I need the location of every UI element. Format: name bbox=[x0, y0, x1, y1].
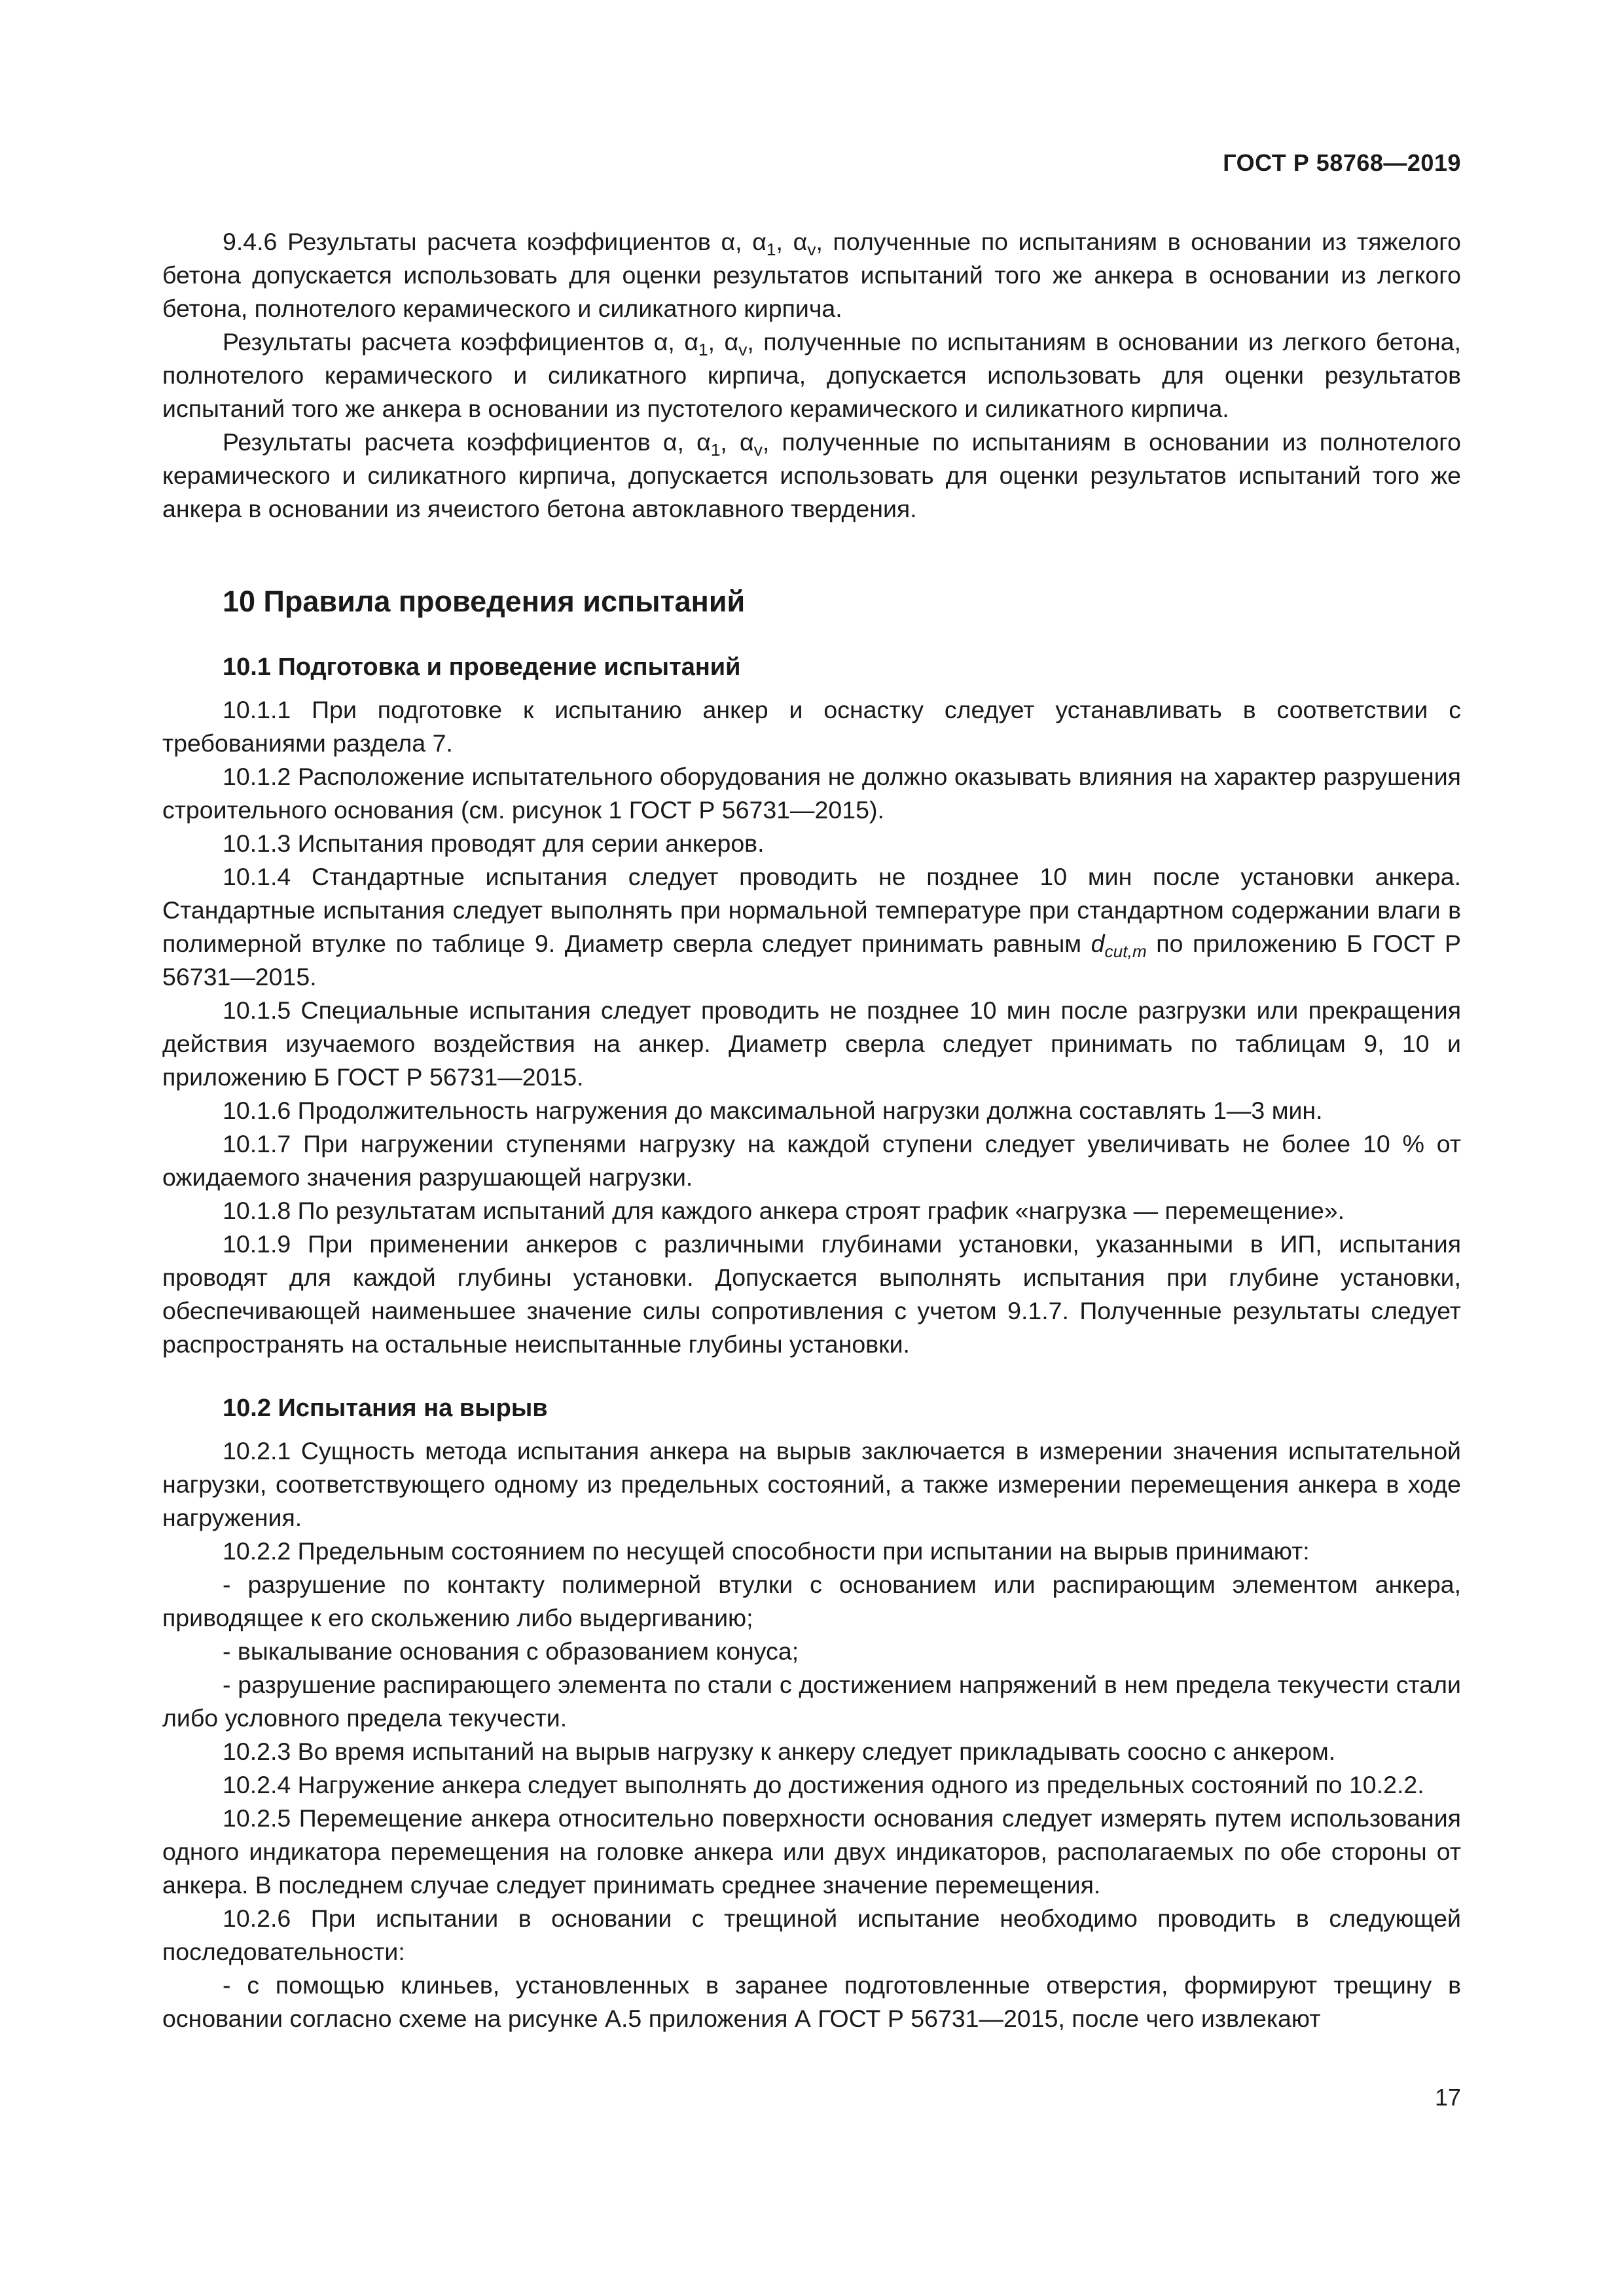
paragraph-10-2-3: 10.2.3 Во время испытаний на вырыв нагрузку к анкеру следует прикладывать соосно с анкером. bbox=[223, 1738, 1336, 1765]
paragraph-10-2-1: 10.2.1 Сущность метода испытания анкера на вырыв заключается в измерении значения испытательной нагрузки, соответствующего одному из предельных состояний, а также измерении перемещения анкера в ходе нагружения. bbox=[162, 1437, 1461, 1531]
paragraph-10-2-4: 10.2.4 Нагружение анкера следует выполнять до достижения одного из предельных состояний по 10.2.2. bbox=[223, 1771, 1424, 1798]
list-item-cone: - выкалывание основания с образованием конуса; bbox=[223, 1637, 799, 1665]
paragraph-10-1-9: 10.1.9 При применении анкеров с различными глубинами установки, указанными в ИП, испытания проводят для каждой глубины установки. Допускается выполнять испытания при глубине установки, обеспечивающей наименьшее значение силы сопротивления с учетом 9.1.7. Полученные результаты следует распространять на остальные неиспытанные глубины установки. bbox=[162, 1230, 1461, 1358]
list-item-crack: - с помощью клиньев, установленных в заранее подготовленные отверстия, формируют трещину в основании согласно схеме на рисунке А.5 приложения А ГОСТ Р 56731—2015, после чего извлекают bbox=[162, 1971, 1461, 2032]
paragraph-10-1-8: 10.1.8 По результатам испытаний для каждого анкера строят график «нагрузка — перемещение». bbox=[223, 1197, 1345, 1224]
paragraph-10-2-2: 10.2.2 Предельным состоянием по несущей способности при испытании на вырыв принимают: bbox=[223, 1537, 1310, 1565]
section-10-2-heading: 10.2 Испытания на вырыв bbox=[223, 1394, 548, 1422]
paragraph-results-2: Результаты расчета коэффициентов α, $\alpha_1$, $\alpha_v$, полученные по испытаниям в основании из легкого бетона, полнотелого керамического и силикатного кирпича, допускается использовать для оценки результатов испытаний того же анкера в основании из пустотелого керамического и силикатного кирпича. bbox=[162, 328, 1462, 422]
paragraph-results-3: Результаты расчета коэффициентов α, $\alpha_1$, $\alpha_v$, полученные по испытаниям в основании из полнотелого керамического и силикатного кирпича, допускается использовать для оценки результатов испытаний того же анкера в основании из ячеистого бетона автоклавного твердения. bbox=[162, 428, 1461, 522]
paragraph-10-1-3: 10.1.3 Испытания проводят для серии анкеров. bbox=[223, 829, 765, 857]
page-number: 17 bbox=[1434, 2084, 1461, 2111]
paragraph-10-2-6: 10.2.6 При испытании в основании с трещиной испытание необходимо проводить в следующей последовательности: bbox=[162, 1904, 1461, 1965]
list-item-slip: - разрушение по контакту полимерной втулки с основанием или распирающим элементом анкера, приводящее к его скольжению либо выдергиванию; bbox=[162, 1571, 1461, 1631]
section-10-1-heading: 10.1 Подготовка и проведение испытаний bbox=[223, 653, 741, 681]
paragraph-10-1-2: 10.1.2 Расположение испытательного оборудования не должно оказывать влияния на характер разрушения строительного основания (см. рисунок 1 ГОСТ Р 56731—2015). bbox=[162, 763, 1461, 824]
paragraph-10-2-5: 10.2.5 Перемещение анкера относительно поверхности основания следует измерять путем использования одного индикатора перемещения на головке анкера или двух индикаторов, располагаемых по обе стороны от анкера. В последнем случае следует принимать среднее значение перемещения. bbox=[162, 1804, 1461, 1899]
page-content bbox=[162, 225, 1461, 2035]
section-10-heading: 10 Правила проведения испытаний bbox=[223, 585, 746, 618]
paragraph-10-1-6: 10.1.6 Продолжительность нагружения до максимальной нагрузки должна составлять 1—3 мин. bbox=[223, 1097, 1323, 1124]
list-item-steel: - разрушение распирающего элемента по стали с достижением напряжений в нем предела текучести стали либо условного предела текучести. bbox=[162, 1671, 1461, 1732]
paragraph-9-4-6: 9.4.6 Результаты расчета коэффициентов α, $\alpha_1$, $\alpha_v$, полученные по испытаниям в основании из тяжелого бетона допускается использовать для оценки результатов испытаний того же анкера в основании из легкого бетона, полнотелого керамического и силикатного кирпича. bbox=[162, 228, 1461, 322]
paragraph-10-1-5: 10.1.5 Специальные испытания следует проводить не позднее 10 мин после разгрузки или прекращения действия изучаемого воздействия на анкер. Диаметр сверла следует принимать по таблицам 9, 10 и приложению Б ГОСТ Р 56731—2015. bbox=[162, 996, 1461, 1091]
paragraph-10-1-7: 10.1.7 При нагружении ступенями нагрузку на каждой ступени следует увеличивать не более 10 % от ожидаемого значения разрушающей нагрузки. bbox=[162, 1130, 1461, 1191]
standard-code-header: ГОСТ Р 58768—2019 bbox=[1223, 149, 1461, 176]
paragraph-10-1-1: 10.1.1 При подготовке к испытанию анкер и оснастку следует устанавливать в соответствии с требованиями раздела 7. bbox=[162, 696, 1461, 757]
paragraph-10-1-4: 10.1.4 Стандартные испытания следует проводить не позднее 10 мин после установки анкера. Стандартные испытания следует выполнять при нормальной температуре при стандартном содержании влаги в полимерной втулке по таблице 9. Диаметр сверла следует принимать равным $d_{cut,m}$ по приложению Б ГОСТ Р 56731—2015. bbox=[162, 863, 1461, 991]
